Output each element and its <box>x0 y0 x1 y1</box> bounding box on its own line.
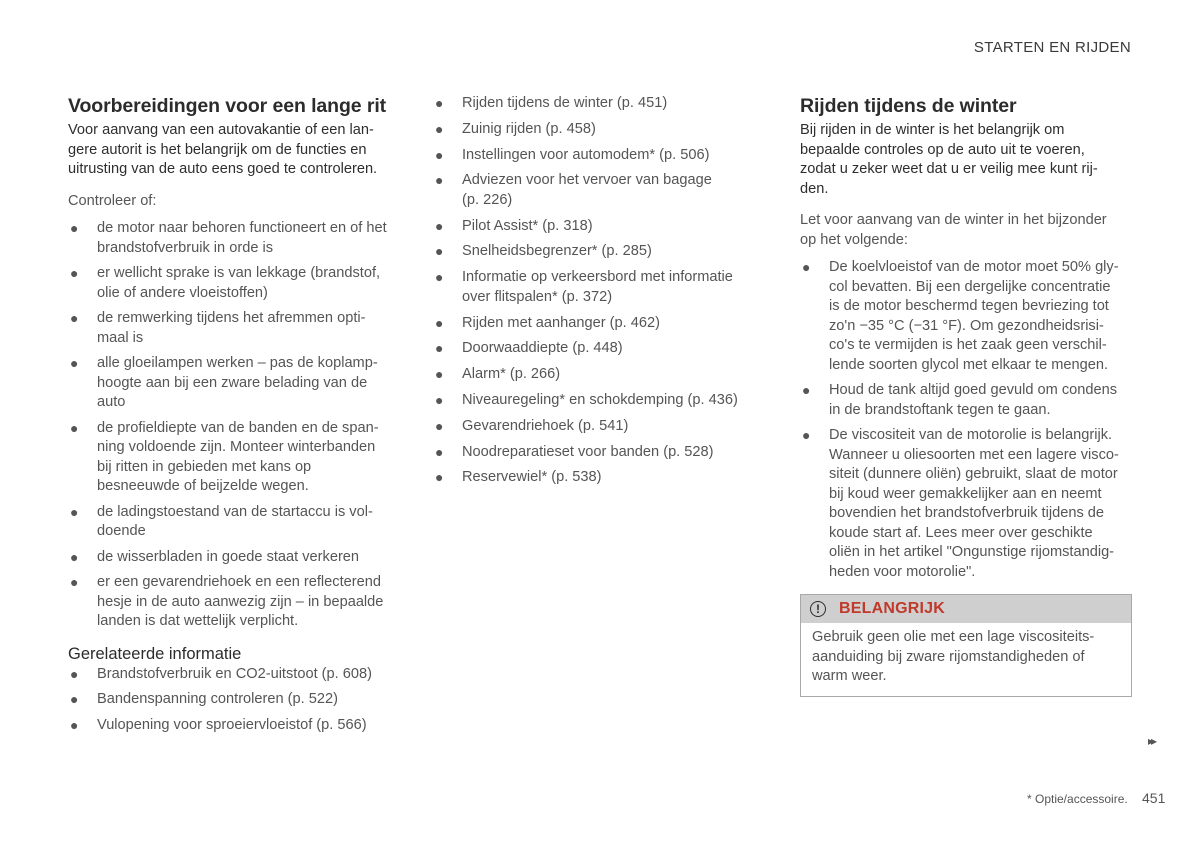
related-link-text: Bandenspanning controleren (p. 522) <box>97 691 338 707</box>
bullet-icon: ● <box>435 366 444 383</box>
check-item-text: er een gevarendriehoek en een reflecterend hesje in de auto aanwezig zijn – in bepaalde landen is dat wettelijk verplicht. <box>97 574 384 629</box>
important-bar <box>801 595 1131 623</box>
related-link[interactable] <box>68 716 408 736</box>
check-item-text: de remwerking tijdens het afremmen opti- maal is <box>97 310 366 346</box>
winter-item <box>800 381 1132 420</box>
related-link[interactable] <box>433 417 763 437</box>
bullet-icon: ● <box>802 259 811 275</box>
related-link-text: Vulopening voor sproeiervloeistof (p. 566) <box>97 716 367 733</box>
related-link[interactable] <box>433 443 763 463</box>
winter-item-text: De koelvloeistof van de motor moet 50% gly- col bevatten. Bij een dergelijke concentratie is de motor beschermd tegen bevriezing tot zo'n −35 °C (−31 °F). Om gezondheidsrisi- co's te vermijden is het zaak geen verschil- lende soorten glycol met elkaar te mengen. <box>829 259 1119 373</box>
check-item <box>68 573 408 632</box>
related-link[interactable] <box>433 94 763 114</box>
bullet-icon: ● <box>435 469 444 486</box>
bullet-icon: ● <box>435 217 444 234</box>
bullet-icon: ● <box>70 355 79 371</box>
bullet-icon: ● <box>70 548 79 565</box>
bullet-icon: ● <box>70 503 79 520</box>
related-link-text: Rijden met aanhanger (p. 462) <box>462 314 660 331</box>
check-item-text: de wisserbladen in goede staat verkeren <box>97 548 360 565</box>
related-link-text: Doorwaaddiepte (p. 448) <box>462 340 623 357</box>
winter-note: Let voor aanvang van de winter in het bijzonder op het volgende: <box>800 212 1107 248</box>
related-link[interactable] <box>433 268 763 307</box>
bullet-icon: ● <box>435 120 444 137</box>
bullet-icon: ● <box>435 243 444 260</box>
related-link-text: Snelheidsbegrenzer* (p. 285) <box>462 243 652 260</box>
related-link[interactable] <box>433 339 763 359</box>
footnote: * Optie/accessoire. <box>1027 792 1128 806</box>
column-long-trip <box>68 94 408 741</box>
check-item <box>68 503 408 542</box>
bullet-icon: ● <box>802 427 811 443</box>
bullet-icon: ● <box>70 310 79 326</box>
related-link-text: Zuinig rijden (p. 458) <box>462 120 596 137</box>
exclamation-icon: ! <box>810 601 826 617</box>
check-item <box>68 264 408 303</box>
related-link-text: Brandstofverbruik en CO2-uitstoot (p. 608) <box>97 665 372 682</box>
related-link-text: Informatie op verkeersbord met informatie over flitspalen* (p. 372) <box>462 269 733 305</box>
related-heading: Gerelateerde informatie <box>68 644 242 663</box>
check-item-text: de profieldiepte van de banden en de span- ning voldoende zijn. Monteer winterbanden bij ritten in gebieden met kans op besneeuwde of beijzelde wegen. <box>97 419 379 494</box>
bullet-icon: ● <box>435 443 444 460</box>
heading-winter: Rijden tijdens de winter <box>800 95 1017 117</box>
related-link[interactable] <box>433 120 763 140</box>
related-link-text: Noodreparatieset voor banden (p. 528) <box>462 443 714 460</box>
bullet-icon: ● <box>435 269 444 286</box>
related-link[interactable] <box>433 314 763 334</box>
related-links-list <box>433 94 763 488</box>
check-item-text: de motor naar behoren functioneert en of het brandstofverbruik in orde is <box>97 220 387 256</box>
continue-arrows-icon: ▸▸ <box>1148 734 1155 748</box>
bullet-icon: ● <box>802 382 811 398</box>
column-related-links <box>433 94 763 494</box>
bullet-icon: ● <box>70 220 79 236</box>
winter-item-text: De viscositeit van de motorolie is belangrijk. Wanneer u oliesoorten met een lagere visco- siteit (dunnere oliën) gebruikt, slaat de motor bij koud weer gemakkelijker aan en neemt bovendien het brandstofverbruik tijdens de koude start af. Lees meer over geschikte oliën in het artikel "Ongunstige rijomstandig- heden voor motorolie". <box>829 427 1119 580</box>
related-link-text: Adviezen voor het vervoer van bagage (p. 226) <box>462 172 712 208</box>
important-body: Gebruik geen olie met een lage viscositeits- aanduiding bij zware rijomstandigheden of warm weer. <box>812 629 1095 684</box>
related-link-text: Rijden tijdens de winter (p. 451) <box>462 95 668 111</box>
related-link[interactable] <box>433 171 763 210</box>
bullet-icon: ● <box>70 419 79 436</box>
related-link-text: Gevarendriehoek (p. 541) <box>462 417 629 434</box>
winter-item-text: Houd de tank altijd goed gevuld om condens in de brandstoftank tegen te gaan. <box>829 382 1118 418</box>
bullet-icon: ● <box>435 391 444 408</box>
heading-long-trip: Voorbereidingen voor een lange rit <box>68 95 387 117</box>
check-item-text: er wellicht sprake is van lekkage (brandstof, olie of andere vloeistoffen) <box>97 265 381 301</box>
related-link[interactable] <box>433 391 763 411</box>
bullet-icon: ● <box>70 265 79 281</box>
related-link[interactable] <box>433 468 763 488</box>
section-header: STARTEN EN RIJDEN <box>973 39 1131 56</box>
winter-item <box>800 426 1132 582</box>
bullet-icon: ● <box>70 716 79 733</box>
bullet-icon: ● <box>435 172 444 189</box>
related-link-text: Niveauregeling* en schokdemping (p. 436) <box>462 391 738 408</box>
related-link-text: Reservewiel* (p. 538) <box>462 469 602 486</box>
related-link[interactable] <box>433 365 763 385</box>
check-label: Controleer of: <box>68 192 157 209</box>
intro-winter: Bij rijden in de winter is het belangrijk om bepaalde controles op de auto uit te voeren, zodat u zeker weet dat u er veilig mee kunt rij- den. <box>800 122 1098 197</box>
related-link[interactable] <box>433 242 763 262</box>
check-item <box>68 548 408 568</box>
related-link[interactable] <box>68 690 408 710</box>
page-number: 451 <box>1142 790 1166 806</box>
bullet-icon: ● <box>70 574 79 590</box>
related-link[interactable] <box>433 146 763 166</box>
check-item <box>68 354 408 413</box>
column-winter <box>800 94 1132 697</box>
bullet-icon: ● <box>70 691 79 707</box>
check-item <box>68 419 408 497</box>
bullet-icon: ● <box>435 146 444 163</box>
related-link[interactable] <box>433 217 763 237</box>
intro-long-trip: Voor aanvang van een autovakantie of een lan- gere autorit is het belangrijk om de functies en uitrusting van de auto eens goed te controleren. <box>68 122 378 177</box>
check-list <box>68 219 408 632</box>
bullet-icon: ● <box>70 665 79 682</box>
important-box <box>800 594 1132 697</box>
related-link-text: Instellingen voor automodem* (p. 506) <box>462 146 710 163</box>
check-item <box>68 309 408 348</box>
related-list <box>68 665 408 736</box>
related-link[interactable] <box>68 665 408 685</box>
related-link-text: Alarm* (p. 266) <box>462 366 561 383</box>
check-item-text: alle gloeilampen werken – pas de koplamp- hoogte aan bij een zware belading van de auto <box>97 355 378 410</box>
bullet-icon: ● <box>435 314 444 331</box>
winter-list <box>800 258 1132 582</box>
check-item <box>68 219 408 258</box>
bullet-icon: ● <box>435 417 444 434</box>
bullet-icon: ● <box>435 340 444 357</box>
winter-item <box>800 258 1132 375</box>
related-link-text: Pilot Assist* (p. 318) <box>462 217 593 234</box>
bullet-icon: ● <box>435 95 444 111</box>
important-label: BELANGRIJK <box>839 600 946 617</box>
check-item-text: de ladingstoestand van de startaccu is vol- doende <box>97 503 373 539</box>
